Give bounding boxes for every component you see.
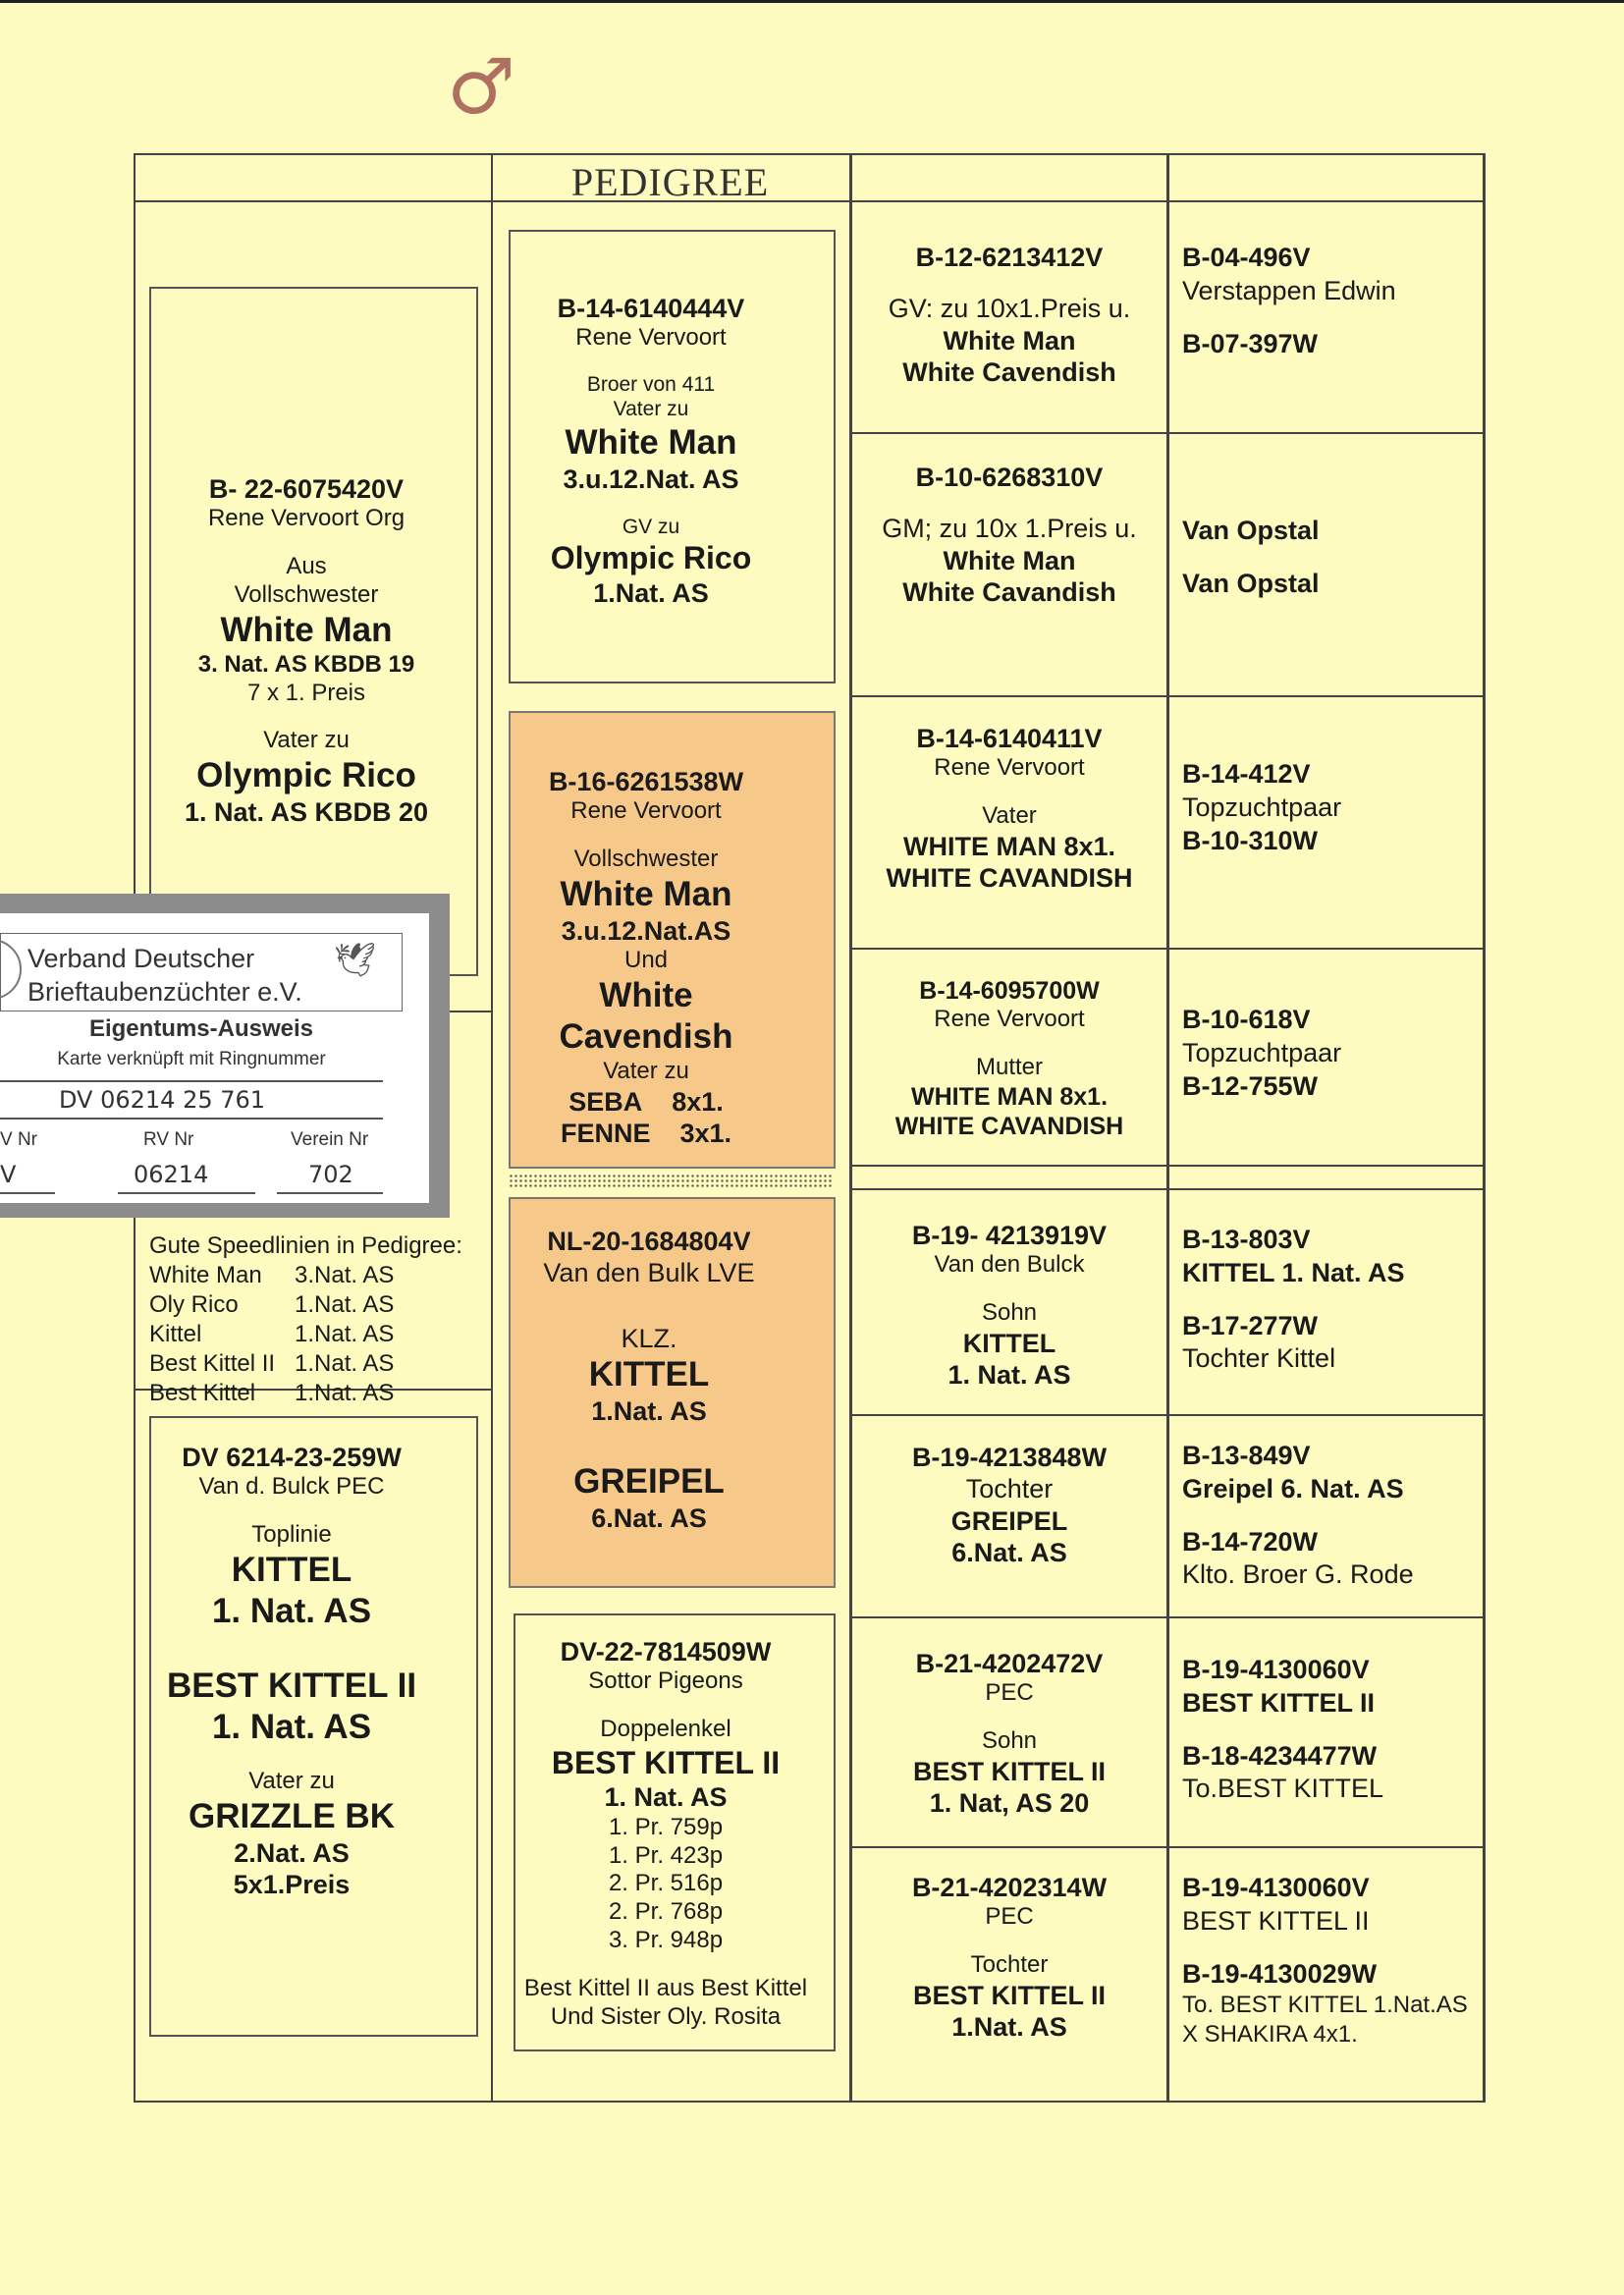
g2b-offspring-name: SEBA: [568, 1086, 643, 1117]
sire-line: 3. Nat. AS KBDB 19: [197, 650, 415, 678]
dam-line: Toplinie: [251, 1521, 332, 1549]
g4-note: BEST KITTEL II: [1182, 1905, 1370, 1936]
g2c-breeder: Van den Bulk LVE: [543, 1258, 755, 1288]
g2d-line: Und Sister Oly. Rosita: [550, 2002, 782, 2030]
col-divider-4: [1483, 153, 1486, 2103]
pigeon-icon: 🕊: [334, 941, 377, 980]
g2d-info: [514, 1636, 818, 2031]
g3-ring: B-21-4202314W: [911, 1873, 1108, 1902]
g2b-breeder: Rene Vervoort: [570, 797, 722, 825]
card-col2-value: 06214: [134, 1161, 209, 1188]
g4-note: Verstappen Edwin: [1182, 275, 1396, 305]
g3-line: 1.Nat. AS: [951, 2012, 1067, 2043]
dam-line: KITTEL: [231, 1550, 352, 1589]
row-divider: [849, 1188, 1486, 1190]
dam-line: BEST KITTEL II: [166, 1666, 417, 1705]
speedline-name: Oly Rico: [149, 1291, 239, 1318]
g3-breeder: PEC: [985, 1679, 1034, 1707]
dam-ring: DV 6214-23-259W: [182, 1443, 402, 1472]
g2a-line: 1.Nat. AS: [593, 577, 709, 608]
g3-line: Tochter: [970, 1951, 1049, 1979]
g3-cell-6: [852, 1442, 1166, 1569]
g3-cell-5: [852, 1220, 1166, 1392]
g2c-line: 1.Nat. AS: [591, 1396, 707, 1427]
card-subtitle: Karte verknüpft mit Ringnummer: [57, 1049, 326, 1069]
g2c-line: 6.Nat. AS: [591, 1503, 707, 1533]
g3-cell-7: [852, 1648, 1166, 1820]
g4-cell-7: [1182, 1654, 1477, 1806]
g2d-breeder: Sottor Pigeons: [588, 1667, 743, 1695]
g2a-line: White Man: [565, 422, 737, 462]
g2b-line: Vater zu: [603, 1058, 689, 1085]
g3-line: 1. Nat. AS: [947, 1360, 1071, 1391]
g4-ring: B-13-803V: [1182, 1225, 1311, 1254]
sire-line: Olympic Rico: [196, 756, 416, 795]
g4-ring: B-19-4130060V: [1182, 1655, 1370, 1684]
dam-info: [149, 1442, 434, 1901]
speedlines-title: Gute Speedlinien in Pedigree:: [149, 1232, 462, 1259]
dam-line: 2.Nat. AS: [234, 1837, 350, 1868]
sire-line: 7 x 1. Preis: [246, 679, 366, 706]
dam-line: 5x1.Preis: [233, 1870, 351, 1900]
g3-ring: B-14-6095700W: [919, 977, 1100, 1005]
g3-line: White Man: [943, 325, 1076, 355]
speedline-name: Kittel: [149, 1321, 202, 1347]
g4-breeder: Van Opstal: [1182, 516, 1320, 545]
row-divider: [849, 1165, 1486, 1167]
row-divider: [849, 432, 1486, 434]
g3-line: White Cavandish: [902, 577, 1116, 608]
g3-line: 1. Nat, AS 20: [929, 1788, 1090, 1819]
speedline-value: 1.Nat. AS: [295, 1321, 395, 1347]
g3-line: 6.Nat. AS: [951, 1538, 1067, 1568]
page-title: PEDIGREE: [570, 160, 770, 204]
g4-ring: B-18-4234477W: [1182, 1740, 1378, 1771]
g3-line: Tochter: [965, 1474, 1054, 1504]
g3-breeder: Rene Vervoort: [934, 754, 1085, 782]
sire-ring: B- 22-6075420V: [208, 474, 405, 504]
g4-ring: B-19-4130029W: [1182, 1958, 1378, 1989]
g2b-ring: B-16-6261538W: [548, 767, 744, 796]
g2a-line: 3.u.12.Nat. AS: [563, 464, 739, 494]
g4-note: Tochter Kittel: [1182, 1343, 1336, 1374]
row-divider: [849, 1846, 1486, 1848]
row-divider: [849, 1414, 1486, 1416]
g2b-offspring-prize: 8x1.: [672, 1086, 724, 1117]
speedline-name: Best Kittel: [149, 1380, 256, 1406]
g3-ring: B-12-6213412V: [915, 243, 1104, 272]
g3-line: Vater: [982, 802, 1037, 830]
g3-line: White Man: [943, 545, 1076, 575]
g3-cell-3: [852, 723, 1166, 895]
g4-cell-3: [1182, 758, 1477, 857]
card-field-underline: [118, 1192, 255, 1194]
g2a-ring: B-14-6140444V: [557, 294, 745, 323]
g3-cell-4: [852, 976, 1166, 1141]
g2b-line: 3.u.12.Nat.AS: [561, 915, 731, 946]
g3-cell-2: [852, 462, 1166, 609]
card-org-line: Brieftaubenzüchter e.V.: [27, 976, 302, 1007]
g4-cell-6: [1182, 1440, 1477, 1592]
g3-line: WHITE MAN 8x1.: [910, 1082, 1109, 1111]
card-org-line: Verband Deutscher: [27, 944, 255, 973]
card-col2-label: RV Nr: [143, 1129, 194, 1150]
card-col3-label: Verein Nr: [291, 1129, 369, 1150]
g2d-line: BEST KITTEL II: [551, 1744, 781, 1780]
g4-breeder: Van Opstal: [1182, 568, 1320, 598]
card-title: Eigentums-Ausweis: [88, 1015, 314, 1042]
g3-line: White Cavendish: [902, 357, 1116, 388]
g4-note: To. BEST KITTEL 1.Nat.AS: [1182, 1992, 1468, 2019]
g4-ring: B-19-4130060V: [1182, 1873, 1370, 1902]
g2c-ring: NL-20-1684804V: [547, 1227, 751, 1256]
g4-cell-8: [1182, 1872, 1482, 2049]
g4-ring: B-07-397W: [1182, 328, 1319, 358]
g2d-prize: 3. Pr. 948p: [608, 1926, 724, 1953]
card-org: [27, 943, 342, 1010]
g2d-prize: 2. Pr. 516p: [608, 1870, 724, 1897]
card-rule: [0, 1118, 383, 1120]
g4-ring: B-14-412V: [1182, 759, 1311, 789]
g2c-line: KITTEL: [588, 1355, 710, 1394]
male-symbol-icon: ♂: [447, 43, 515, 132]
g3-line: Sohn: [981, 1727, 1038, 1755]
g3-ring: B-14-6140411V: [916, 724, 1103, 753]
g2b-line: Vollschwester: [573, 846, 719, 873]
g2c-line: GREIPEL: [573, 1461, 725, 1501]
g3-line: WHITE CAVANDISH: [894, 1112, 1124, 1140]
g4-cell-2: [1182, 515, 1477, 601]
g2a-line: Broer von 411: [586, 373, 716, 397]
g4-ring: B-12-755W: [1182, 1070, 1319, 1101]
g3-cell-8: [852, 1872, 1166, 2044]
g4-note: Topzuchtpaar: [1182, 792, 1342, 822]
g2d-prize: 1. Pr. 759p: [608, 1813, 724, 1840]
dam-line: 1. Nat. AS: [211, 1591, 372, 1630]
g4-ring: B-10-618V: [1182, 1005, 1311, 1034]
g3-line: GM; zu 10x 1.Preis u.: [882, 514, 1137, 544]
g4-note: Topzuchtpaar: [1182, 1037, 1342, 1067]
g2d-line: 1. Nat. AS: [604, 1782, 728, 1813]
speedline-value: 3.Nat. AS: [295, 1262, 395, 1288]
speedline-value: 1.Nat. AS: [295, 1291, 395, 1318]
dam-line: 1. Nat. AS: [211, 1707, 372, 1746]
g2b-line: Cavendish: [559, 1017, 733, 1057]
g3-line: Mutter: [975, 1053, 1043, 1080]
g2b-offspring-prize: 3x1.: [679, 1119, 732, 1149]
g3-breeder: Rene Vervoort: [934, 1006, 1085, 1032]
g4-note: To.BEST KITTEL: [1182, 1774, 1384, 1804]
speedline-name: Best Kittel II: [149, 1350, 276, 1377]
g2b-info: [509, 766, 784, 1150]
g4-ring: B-04-496V: [1182, 243, 1311, 272]
g4-ring: B-17-277W: [1182, 1310, 1319, 1340]
col-divider-3: [1166, 153, 1169, 2103]
speedline-value: 1.Nat. AS: [295, 1380, 395, 1406]
g2b-offspring-name: FENNE: [560, 1119, 651, 1149]
row-divider: [849, 1616, 1486, 1618]
card-col1-value: V: [0, 1161, 17, 1188]
sire-breeder: Rene Vervoort Org: [207, 505, 406, 532]
g2b-line: [509, 1086, 784, 1118]
g2b-line: [509, 1118, 784, 1149]
g4-note: X SHAKIRA 4x1.: [1182, 2021, 1358, 2049]
g4-ring: B-10-310W: [1182, 825, 1319, 855]
card-col3-value: 702: [308, 1161, 353, 1188]
dam-line: GRIZZLE BK: [189, 1796, 395, 1835]
g2d-prize: 1. Pr. 423p: [608, 1841, 724, 1869]
g3-line: KITTEL: [962, 1328, 1056, 1358]
card-col1-label: V Nr: [0, 1129, 37, 1150]
g3-line: WHITE CAVANDISH: [886, 863, 1133, 894]
g3-line: BEST KITTEL II: [912, 1980, 1106, 2010]
g3-line: Sohn: [981, 1299, 1038, 1327]
sire-line: White Man: [220, 610, 393, 649]
g3-line: BEST KITTEL II: [912, 1756, 1106, 1786]
g2c-line: KLZ.: [621, 1323, 677, 1353]
g3-breeder: PEC: [985, 1903, 1034, 1931]
sire-info: [149, 473, 463, 829]
speedlines-block: [149, 1231, 483, 1408]
g4-note: Klto. Broer G. Rode: [1182, 1559, 1414, 1590]
g4-note: KITTEL 1. Nat. AS: [1182, 1257, 1405, 1287]
g4-ring: B-14-720W: [1182, 1526, 1319, 1557]
g2a-line: GV zu: [622, 515, 680, 538]
row-divider: [849, 695, 1486, 697]
dam-breeder: Van d. Bulck PEC: [198, 1473, 385, 1501]
g4-note: Greipel 6. Nat. AS: [1182, 1473, 1404, 1503]
g3-cell-1: [852, 242, 1166, 389]
g2d-prize: 2. Pr. 768p: [608, 1898, 724, 1926]
dotted-divider: [509, 1174, 833, 1187]
card-rule: [0, 1080, 383, 1082]
g3-breeder: Van den Bulck: [934, 1251, 1085, 1279]
dam-line: Vater zu: [248, 1767, 335, 1794]
g4-cell-5: [1182, 1224, 1477, 1376]
sire-line: 1. Nat. AS KBDB 20: [184, 797, 429, 828]
g2d-line: Doppelenkel: [600, 1716, 731, 1743]
speedline-name: White Man: [149, 1262, 262, 1288]
speedline-value: 1.Nat. AS: [295, 1350, 395, 1377]
sire-line: Vater zu: [263, 727, 350, 754]
g2b-line: White Man: [560, 874, 732, 913]
g2b-line: Und: [623, 947, 669, 974]
g2c-info: [509, 1226, 789, 1534]
g4-cell-1: [1182, 242, 1477, 360]
g3-line: WHITE MAN 8x1.: [902, 831, 1116, 861]
g3-ring: B-21-4202472V: [915, 1649, 1104, 1678]
sire-line: Aus: [286, 553, 327, 580]
g3-ring: B-19- 4213919V: [911, 1221, 1108, 1250]
g3-ring: B-19-4213848W: [911, 1443, 1108, 1472]
g4-note: BEST KITTEL II: [1182, 1687, 1376, 1718]
g2d-ring: DV-22-7814509W: [560, 1637, 772, 1667]
g4-ring: B-13-849V: [1182, 1441, 1311, 1470]
top-rule: [0, 0, 1624, 3]
g2a-line: Olympic Rico: [550, 540, 752, 576]
card-ring-number: DV 06214 25 761: [59, 1086, 266, 1114]
g2d-line: Best Kittel II aus Best Kittel: [523, 1974, 808, 2001]
g3-ring: B-10-6268310V: [915, 463, 1104, 492]
g4-cell-4: [1182, 1004, 1477, 1103]
g3-line: GV: zu 10x1.Preis u.: [888, 294, 1131, 324]
card-field-underline: [277, 1192, 383, 1194]
sire-line: Vollschwester: [234, 580, 379, 608]
g2a-line: Vater zu: [613, 398, 689, 421]
g3-line: GREIPEL: [950, 1505, 1068, 1536]
g2a-info: [509, 293, 793, 609]
row-divider: [849, 948, 1486, 950]
g2b-line: White: [599, 976, 693, 1015]
g2a-breeder: Rene Vervoort: [575, 324, 727, 352]
card-field-underline: [0, 1192, 55, 1194]
col-divider-1: [491, 153, 493, 2103]
